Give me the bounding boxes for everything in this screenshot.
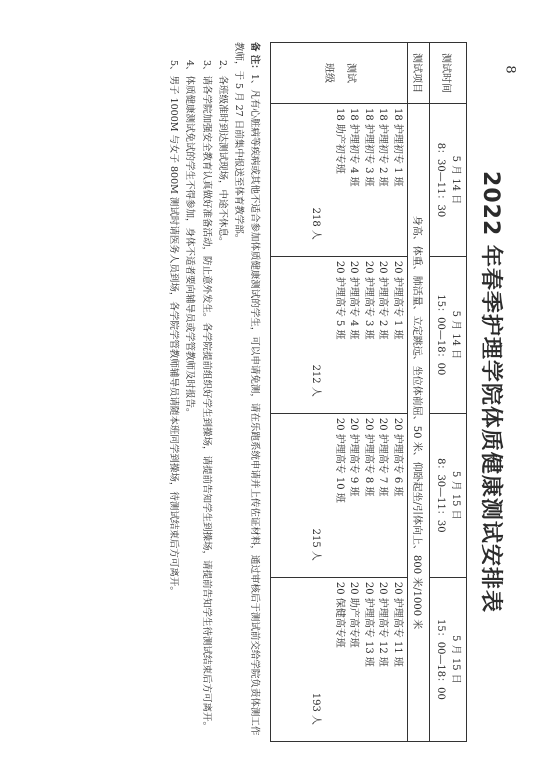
class-item: 18 护理初专 4 班	[348, 107, 360, 187]
time-label: 测试时间	[430, 42, 467, 103]
slot-2-count: 212 人	[310, 364, 322, 397]
time-row	[430, 42, 467, 741]
class-item: 20 护理高专 8 班	[363, 417, 374, 496]
class-item: 20 护理高专 6 班	[392, 417, 403, 496]
note-line-4: 4、体质健康测试免试的学生不得参加，身体不适者要向辅导员或学管教师及时报告。	[184, 59, 196, 418]
note-1-text: 1、凡有心脏病等疾病或其他不适合参加体质健康测试的学生，可以申请免测，请在乐跑系统申请并上传佐证材料，通过审核后于测试前交给学院负责体测工作教师，于 5 月 27 日前集中报送至体育教学部。	[232, 41, 260, 735]
document-title: 2022 年春季护理学院体质健康测试安排表	[478, 170, 503, 613]
classes-label-line-1: 测试	[345, 62, 356, 83]
class-item: 20 护理高专 9 班	[348, 417, 360, 496]
class-item: 20 护理高专 10 班	[334, 417, 345, 503]
test-items: 身高、体重、肺活量、立定跳远、坐位体前屈、50 米、仰卧起坐/引体向上、800 米/1000 米	[408, 103, 430, 741]
classes-row	[271, 42, 408, 741]
slot-3-date: 5 月 15 日	[450, 470, 461, 520]
class-item: 18 护理初专 1 班	[392, 107, 403, 187]
slot-4-time: 15：00—18：00	[435, 618, 446, 700]
class-item: 20 护理高专 13 班	[363, 581, 374, 667]
rotated-document	[42, 42, 512, 742]
slot-1-classes	[271, 103, 408, 256]
class-item: 20 护理高专 3 班	[363, 260, 374, 340]
class-item: 18 护理初专 2 班	[377, 107, 389, 187]
slot-3-classes	[271, 413, 408, 577]
slot-1-date: 5 月 14 日	[450, 155, 461, 204]
note-line-5: 5、男子 1000M 与女子 800M 测试时请医务人员到场，各学院学管教师辅导员请随本班同学到操场，待测试结束后方可离开。	[168, 59, 180, 596]
slot-4-date: 5 月 15 日	[450, 634, 461, 684]
class-item: 20 护理高专 7 班	[377, 417, 389, 496]
slot-4-header	[430, 577, 467, 741]
notes-heading: 备 注：	[249, 41, 260, 74]
schedule-table	[270, 42, 467, 742]
items-label: 测试项目	[408, 42, 430, 103]
class-item: 20 护理高专 5 班	[334, 260, 345, 340]
items-row	[408, 42, 430, 741]
slot-1-header	[430, 103, 467, 256]
classes-label	[271, 42, 408, 103]
class-item: 20 护理高专 12 班	[377, 581, 389, 667]
class-item: 20 保健高专班	[334, 581, 345, 648]
slot-4-classes	[271, 577, 408, 741]
note-line-1	[230, 42, 262, 742]
slot-2-header	[430, 256, 467, 413]
page-number: 8	[502, 65, 518, 74]
note-line-3: 3、请各学院加强安全教育认真做好准备活动，防止意外发生。各学院提前组织好学生到操场，请提前告知学生到操场，请提前告知学生待测试结束后方可离开。	[200, 59, 212, 731]
class-item: 20 护理高专 4 班	[348, 260, 360, 340]
slot-3-time: 8：30—11：30	[435, 457, 446, 533]
class-item: 20 护理高专 11 班	[392, 581, 403, 667]
slot-3-count: 215 人	[310, 528, 322, 561]
slot-4-count: 193 人	[310, 692, 322, 725]
class-item: 20 护理高专 2 班	[377, 260, 389, 340]
notes-section	[165, 42, 262, 742]
slot-2-time: 15：00—18：00	[435, 293, 446, 375]
class-item: 18 助产初专班	[334, 107, 345, 174]
slot-2-classes	[271, 256, 408, 413]
slot-1-count: 218 人	[310, 207, 322, 240]
slot-3-header	[430, 413, 467, 577]
note-line-2: 2、各班级准时到达测试现场，中途不休息。	[216, 59, 228, 247]
class-item: 20 护理高专 1 班	[392, 260, 403, 340]
slot-1-time: 8：30—11：30	[435, 142, 446, 217]
slot-2-date: 5 月 14 日	[450, 310, 461, 359]
class-item: 20 助产高专班	[348, 581, 360, 648]
classes-label-line-2: 班级	[323, 62, 334, 83]
class-item: 18 护理初专 3 班	[363, 107, 374, 187]
